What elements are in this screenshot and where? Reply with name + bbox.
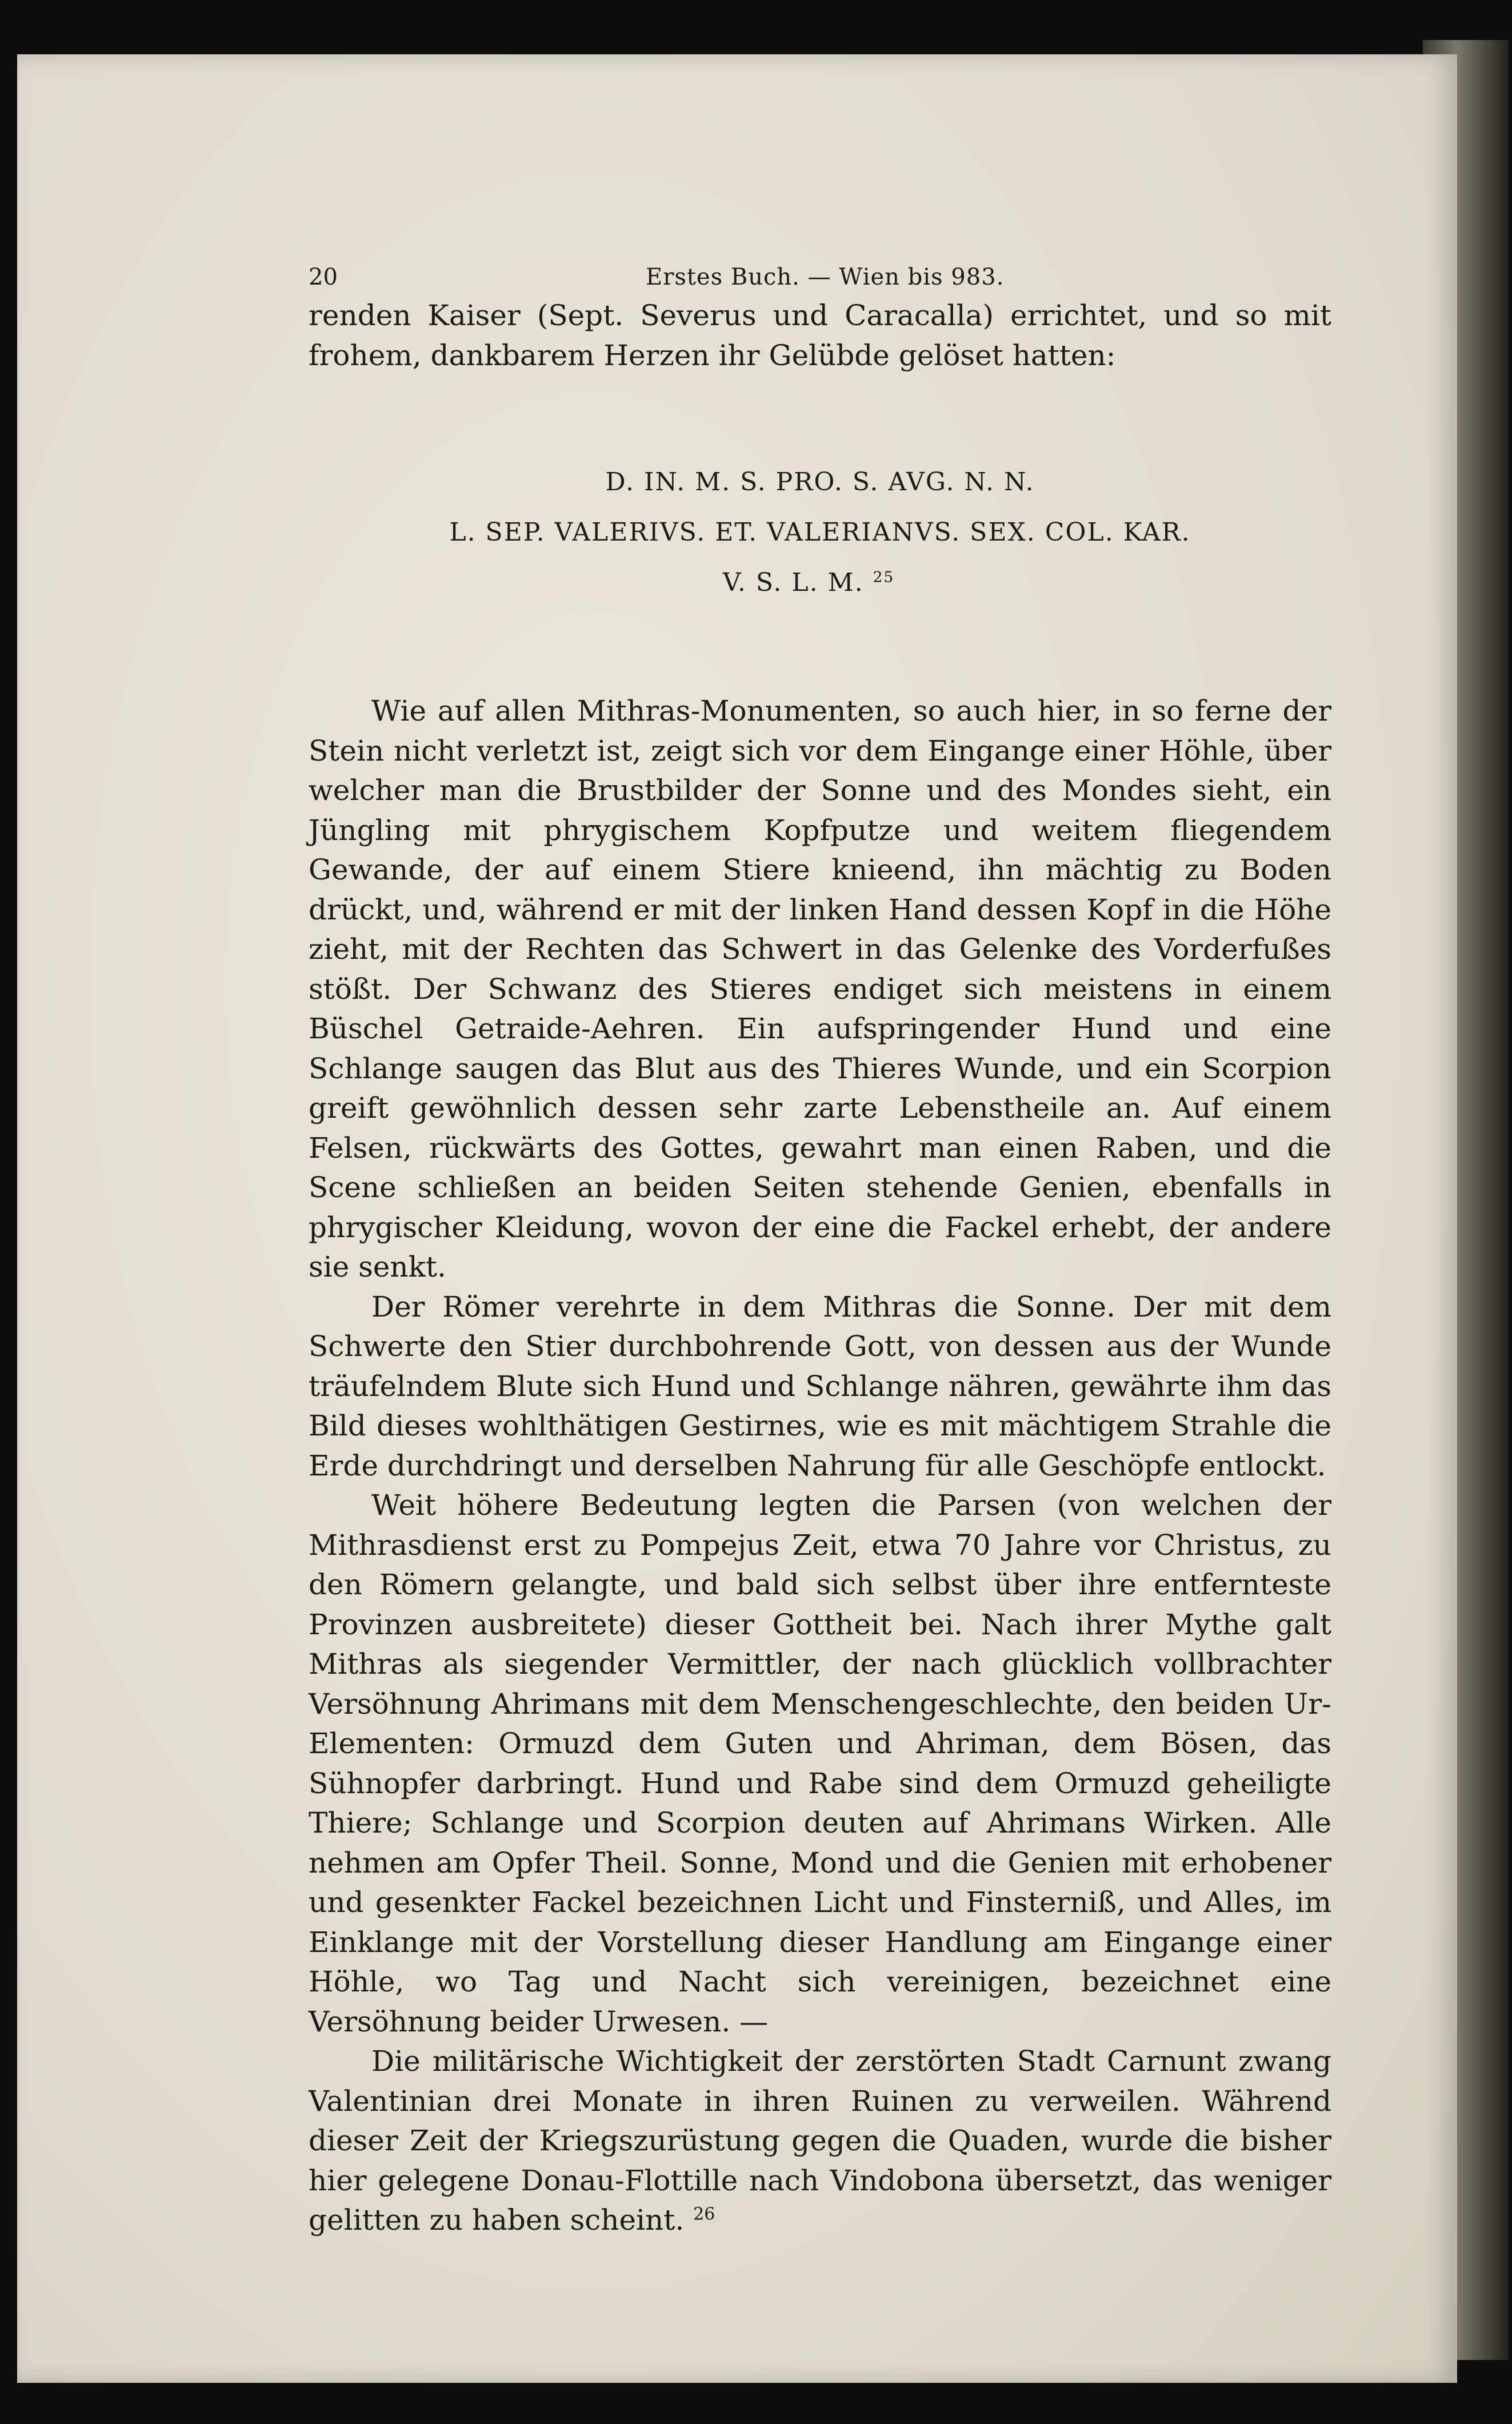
- inscription-line-3: [286, 558, 1331, 608]
- paragraph-parsen: Weit höhere Bedeutung legten die Parsen (von welchen der Mithrasdienst erst zu Pompejus Zeit, etwa 70 Jahre vor Christus, zu den Römern gelangte, und bald sich selbst über ihre entfernteste Provinzen ausbreitete) dieser Gottheit bei. Nach ihrer Mythe galt Mithras als siegender Vermittler, der nach glücklich vollbrachter Versöhnung Ahrimans mit dem Menschengeschlechte, den beiden Ur-Elementen: Ormuzd dem Guten und Ahriman, dem Bösen, das Sühnopfer darbringt. Hund und Rabe sind dem Ormuzd geheiligte Thiere; Schlange und Scorpion deuten auf Ahrimans Wirken. Alle nehmen am Opfer Theil. Sonne, Mond und die Genien mit erhobener und gesenkter Fackel bezeichnen Licht und Finsterniß, und Alles, im Einklange mit der Vorstellung dieser Handlung am Eingange einer Höhle, wo Tag und Nacht sich vereinigen, bezeichnet eine Versöhnung beider Urwesen. —: [309, 1489, 1331, 2038]
- inscription-line-3-text: V. S. L. M.: [722, 568, 864, 597]
- footnote-ref-25: 25: [873, 568, 895, 586]
- paragraph-carnunt: [309, 2042, 1331, 2241]
- page-header: [309, 264, 1337, 298]
- inscription-line-1: D. IN. M. S. PRO. S. AVG. N. N.: [605, 467, 1035, 497]
- footnote-ref-26: 26: [693, 2204, 715, 2225]
- paragraph-carnunt-text: Die militärische Wichtigkeit der zerstörten Stadt Carnunt zwang Valentinian drei Monate in ihren Ruinen zu verweilen. Während dieser Zeit der Kriegszurüstung gegen die Quaden, wurde die bisher hier gelegene Donau-Flottille nach Vindobona übersetzt, das weniger gelitten zu haben scheint.: [309, 2045, 1331, 2237]
- running-head: Erstes Buch. — Wien bis 983.: [646, 264, 1005, 290]
- paragraph-roman-view: Der Römer verehrte in dem Mithras die Sonne. Der mit dem Schwerte den Stier durchbohrende Gott, von dessen aus der Wunde träufelndem Blute sich Hund und Schlange nähren, gewährte ihm das Bild dieses wohlthätigen Gestirnes, wie es mit mächtigem Strahle die Erde durchdringt und derselben Nahrung für alle Geschöpfe entlockt.: [309, 1290, 1331, 1482]
- inscription-line-2: L. SEP. VALERIVS. ET. VALERIANVS. SEX. COL. KAR.: [449, 518, 1191, 547]
- latin-inscription: [309, 457, 1331, 608]
- paragraph-mithras-description: Wie auf allen Mithras-Monumenten, so auch hier, in so ferne der Stein nicht verletzt ist, zeigt sich vor dem Eingange einer Höhle, über welcher man die Brustbilder der Sonne und des Mondes sieht, ein Jüngling mit phrygischem Kopfputze und weitem fliegendem Gewande, der auf einem Stiere knieend, ihn mächtig zu Boden drückt, und, während er mit der linken Hand dessen Kopf in die Höhe zieht, mit der Rechten das Schwert in das Gelenke des Vorderfußes stößt. Der Schwanz des Stieres endiget sich meistens in einem Büschel Getraide-Aehren. Ein aufspringender Hund und eine Schlange saugen das Blut aus des Thieres Wunde, und ein Scorpion greift gewöhnlich dessen sehr zarte Lebenstheile an. Auf einem Felsen, rückwärts des Gottes, gewahrt man einen Raben, und die Scene schließen an beiden Seiten stehende Genien, ebenfalls in phrygischer Kleidung, wovon der eine die Fackel erhebt, der andere sie senkt.: [309, 694, 1331, 1283]
- intro-text: [309, 296, 1331, 375]
- body-text: [309, 691, 1331, 2241]
- intro-paragraph: renden Kaiser (Sept. Severus und Caracalla) errichtet, und so mit frohem, dankbarem Herzen ihr Gelübde gelöset hatten:: [309, 299, 1331, 372]
- page-number: 20: [309, 264, 338, 290]
